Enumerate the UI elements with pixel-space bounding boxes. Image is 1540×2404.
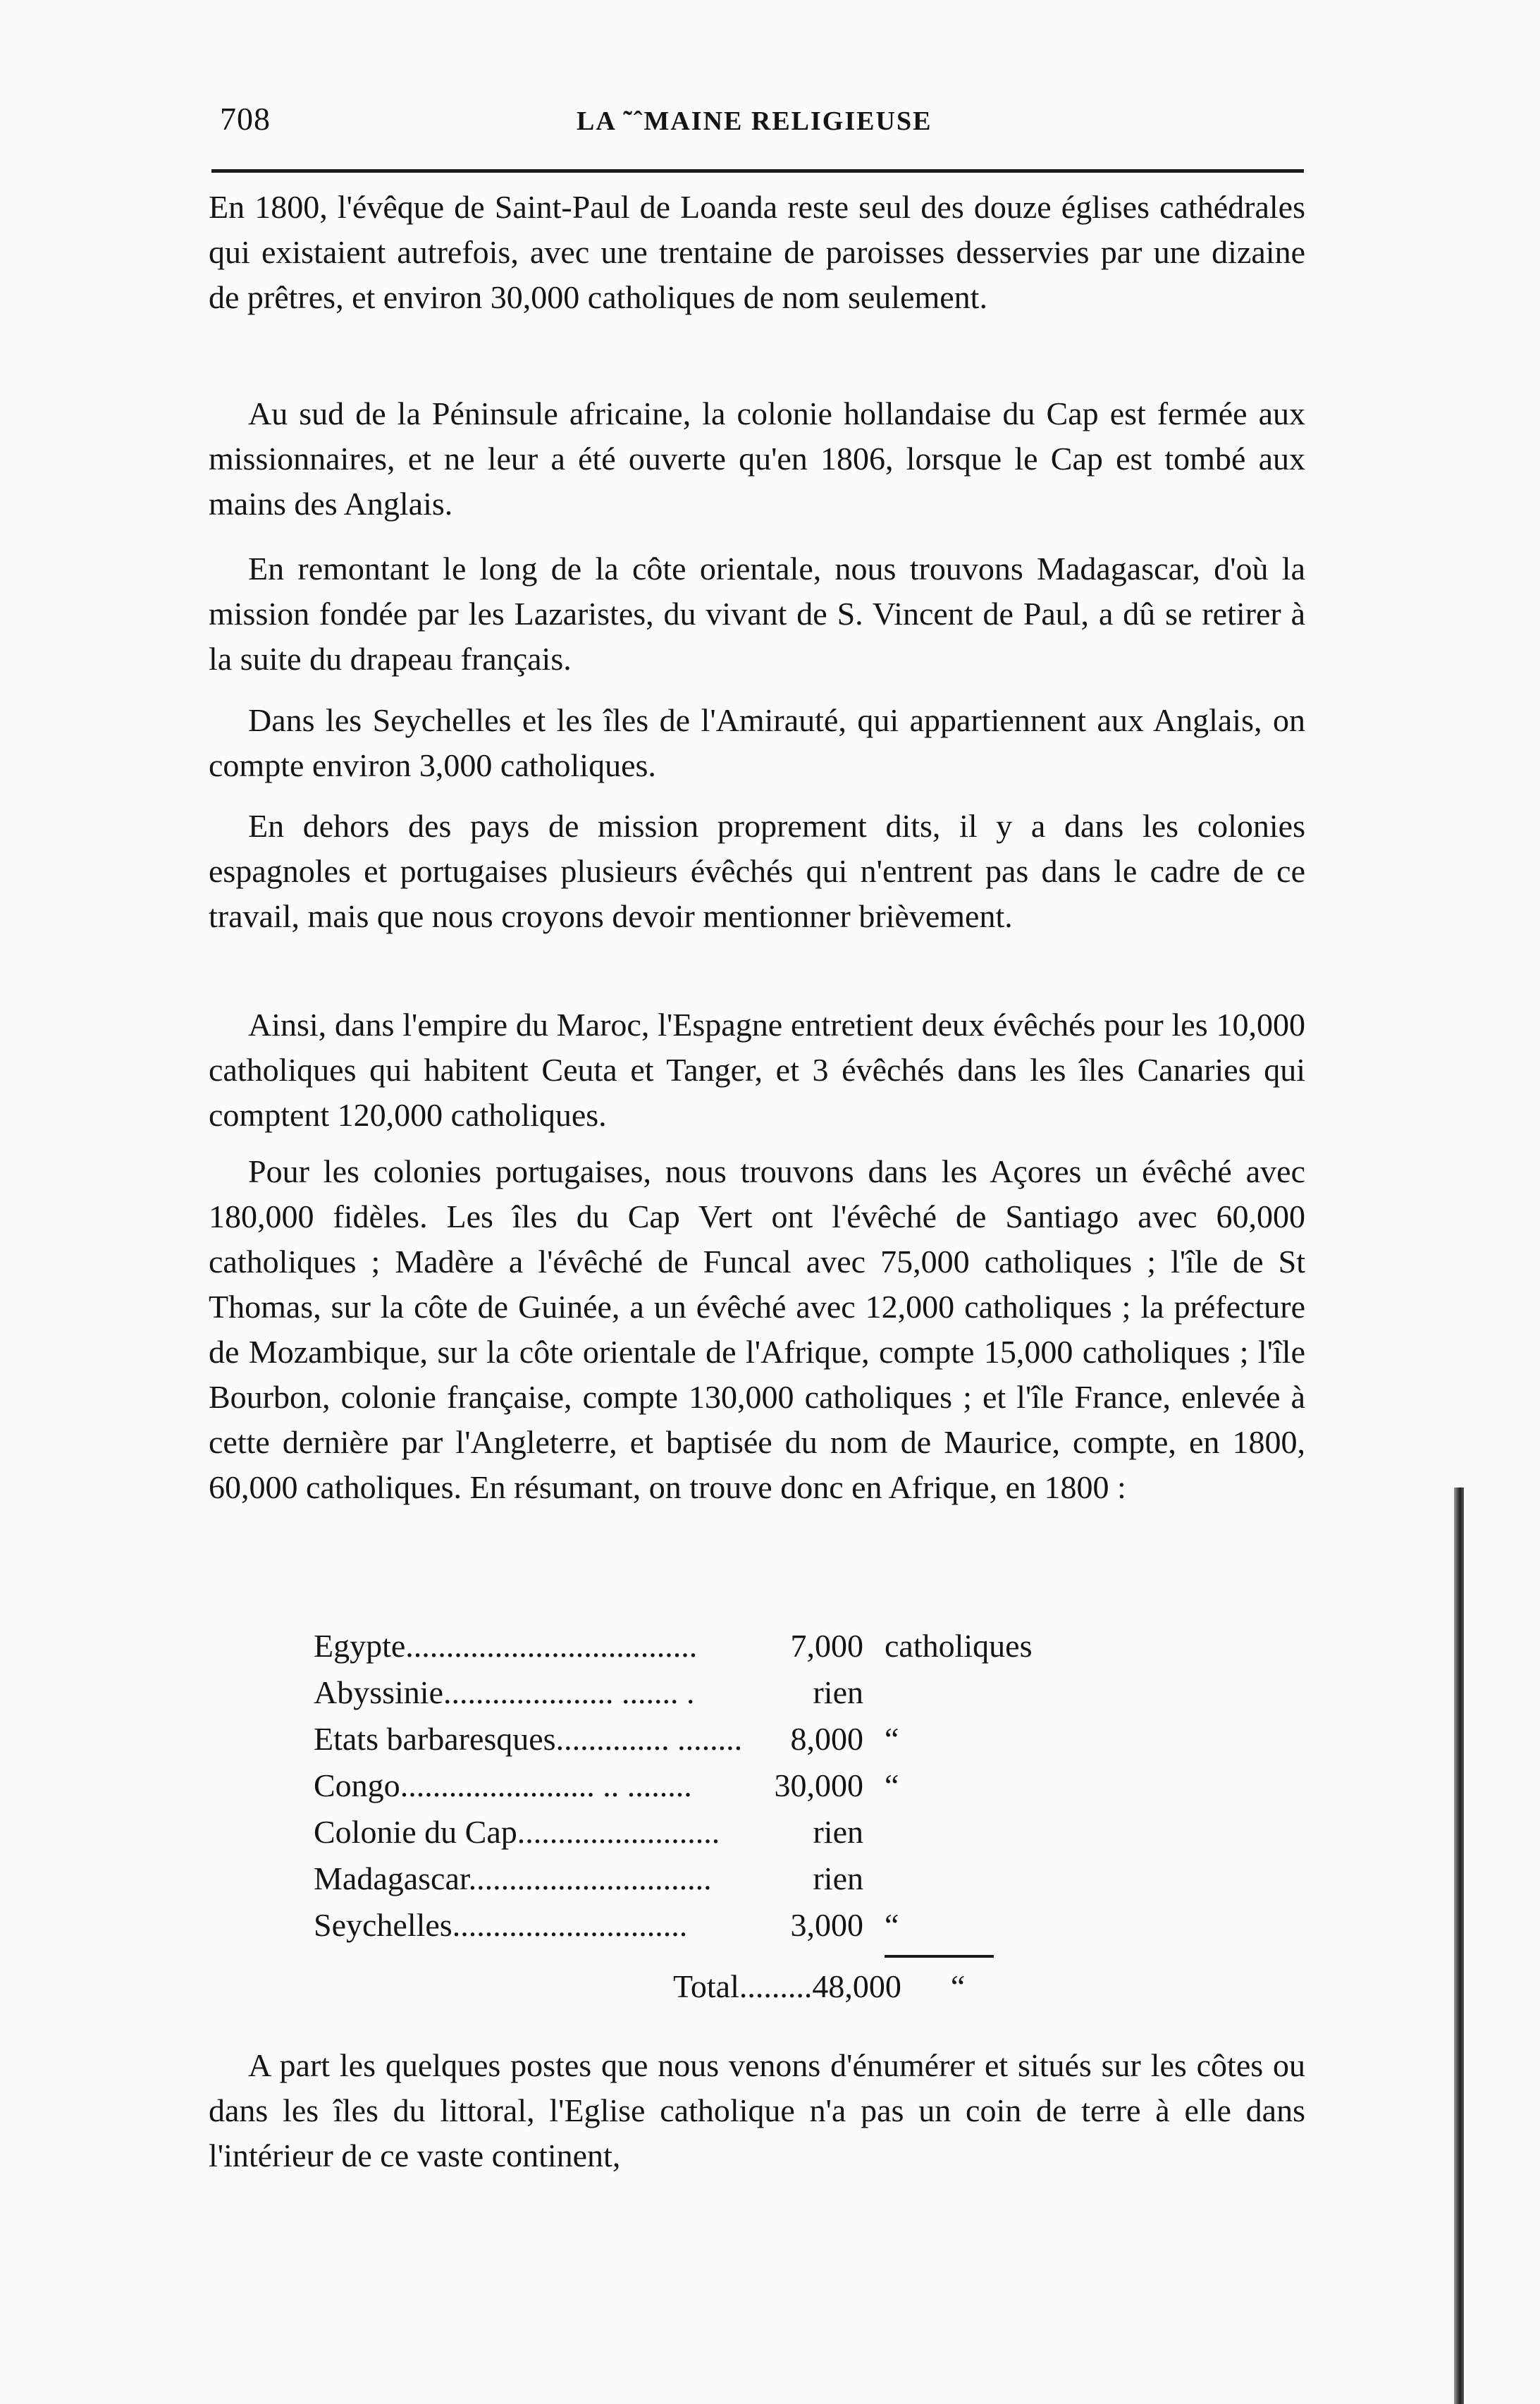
leader-dots: ........................ .. ........ [400, 1767, 692, 1803]
page-number: 708 [220, 101, 271, 137]
table-row [314, 1711, 1033, 1758]
table-row [314, 1618, 1033, 1664]
leader-dots: ......... [739, 1968, 813, 2004]
table-row [314, 1758, 1033, 1804]
region-name: Congo [314, 1767, 400, 1803]
paragraph-loanda: En 1800, l'évêque de Saint-Paul de Loanda reste seul des douze églises cathédrales qui existaient autrefois, avec une trentaine de paroisses desservies par une dizaine de prêtres, et environ 30,000 catholiques de nom seulement. [209, 189, 1305, 315]
table-row [314, 1897, 1033, 1944]
region-name: Seychelles [314, 1907, 452, 1943]
total-rule [885, 1955, 994, 1958]
region-value: rien [813, 1814, 863, 1850]
summary-table [314, 1618, 1033, 1944]
region-unit [863, 1664, 1033, 1711]
region-unit: “ [885, 1907, 899, 1943]
paragraph-conclusion: A part les quelques postes que nous venons d'énumérer et situés sur les côtes ou dans les îles du littoral, l'Eglise catholique n'a pas un coin de terre à elle dans l'intérieur de ce vaste continent, [209, 2047, 1305, 2173]
region-name: Abyssinie [314, 1674, 443, 1710]
table-row [314, 1804, 1033, 1851]
paragraph-seychelles: Dans les Seychelles et les îles de l'Amirauté, qui appartiennent aux Anglais, on compte environ 3,000 catholiques. [209, 702, 1305, 783]
region-name: Madagascar [314, 1860, 469, 1896]
page-edge-shadow [1454, 1488, 1464, 2404]
leader-dots: ......................... [517, 1814, 720, 1850]
region-name: Egypte [314, 1628, 406, 1664]
table-row [314, 1851, 1033, 1897]
region-unit: “ [885, 1721, 899, 1757]
paragraph-madagascar: En remontant le long de la côte orientale, nous trouvons Madagascar, d'où la mission fondée par les Lazaristes, du vivant de S. Vincent de Paul, a dû se retirer à la suite du drapeau français. [209, 551, 1305, 677]
region-value: 8,000 [790, 1721, 863, 1757]
leader-dots: .............. ........ [555, 1721, 743, 1757]
leader-dots: ............................. [452, 1907, 688, 1943]
region-unit: catholiques [885, 1628, 1033, 1664]
header-rule [211, 169, 1304, 173]
region-value: 3,000 [790, 1907, 863, 1943]
total-unit: “ [950, 1968, 966, 2004]
running-title: LA ˜ˆMAINE RELIGIEUSE [577, 106, 932, 136]
region-unit: “ [885, 1767, 899, 1803]
region-value: 30,000 [774, 1767, 863, 1803]
leader-dots: .............................. [468, 1860, 712, 1896]
total-value: 48,000 [812, 1968, 901, 2004]
total-label: Total [673, 1968, 739, 2004]
table-row [314, 1664, 1033, 1711]
paragraph-colonies: En dehors des pays de mission proprement dits, il y a dans les colonies espagnoles et portugaises plusieurs évêchés qui n'entrent pas dans le cadre de ce travail, mais que nous croyons devoir mentionner brièvement. [209, 808, 1305, 934]
region-value: 7,000 [790, 1628, 863, 1664]
paragraph-maroc: Ainsi, dans l'empire du Maroc, l'Espagne entretient deux évêchés pour les 10,000 catholiques qui habitent Ceuta et Tanger, et 3 évêchés dans les îles Canaries qui comptent 120,000 catholiques. [209, 1007, 1305, 1133]
region-value: rien [813, 1674, 863, 1710]
region-name: Colonie du Cap [314, 1814, 517, 1850]
leader-dots: .................................... [405, 1628, 698, 1664]
paragraph-cap: Au sud de la Péninsule africaine, la colonie hollandaise du Cap est fermée aux missionnaires, et ne leur a été ouverte qu'en 1806, lorsque le Cap est tombé aux mains des Anglais. [209, 395, 1305, 522]
region-value: rien [813, 1860, 863, 1896]
region-name: Etats barbaresques [314, 1721, 556, 1757]
paragraph-portugal: Pour les colonies portugaises, nous trouvons dans les Açores un évêché avec 180,000 fidèles. Les îles du Cap Vert ont l'évêché de Santiago avec 60,000 catholiques ; Madère a l'évêché de Funcal avec 75,000 catholiques ; l'île de St Thomas, sur la côte de Guinée, a un évêché avec 12,000 catholiques ; la préfecture de Mozambique, sur la côte orientale de l'Afrique, compte 15,000 catholiques ; l'île Bourbon, colonie française, compte 130,000 catholiques ; et l'île France, enlevée à cette dernière par l'Angleterre, et baptisée du nom de Maurice, compte, en 1800, 60,000 catholiques. En résumant, on trouve donc en Afrique, en 1800 : [209, 1153, 1305, 1505]
region-unit [863, 1851, 1033, 1897]
leader-dots: ..................... ....... . [443, 1674, 695, 1710]
total-line [673, 1963, 1124, 2010]
region-unit [863, 1804, 1033, 1851]
